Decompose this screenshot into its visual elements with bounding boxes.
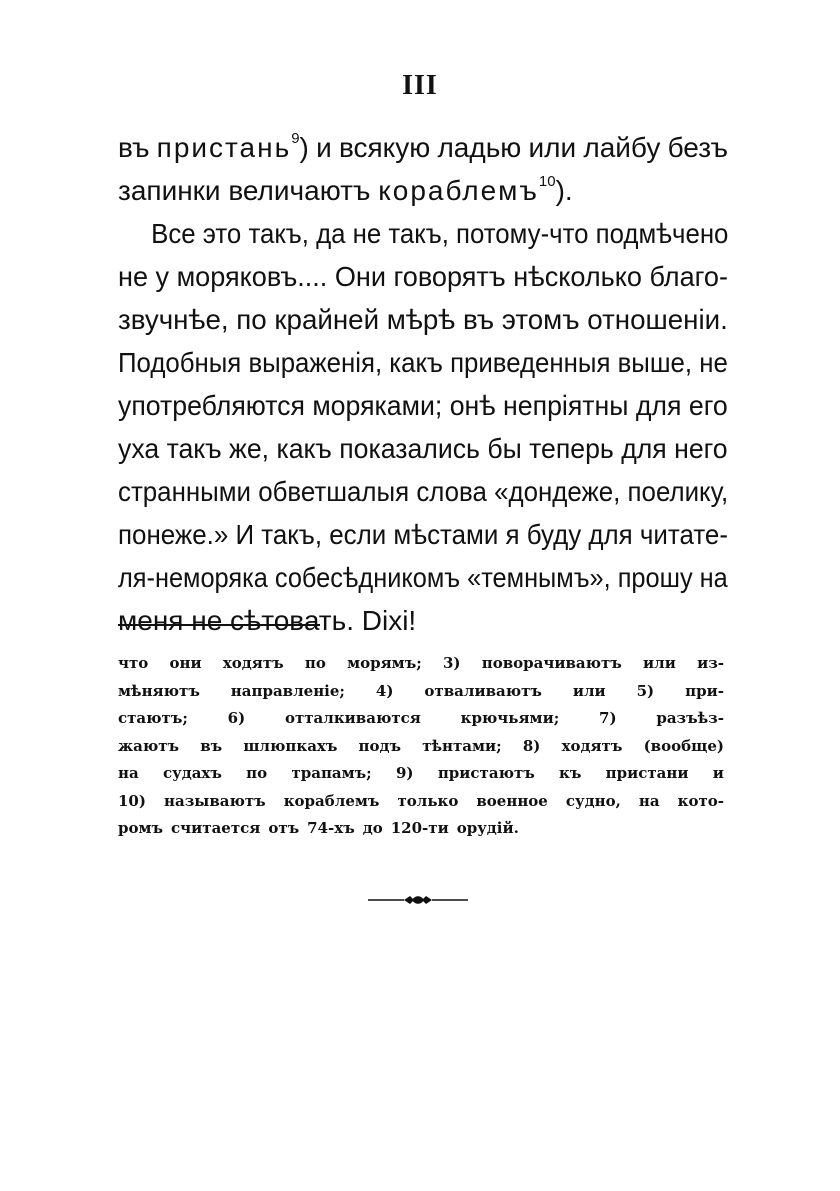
footnote-word: трапамъ; (291, 764, 372, 782)
footnote-word: военное (476, 791, 548, 810)
footnote-word: кораблемъ (283, 791, 380, 810)
text-line: Подобныя выраженія, какъ приведенныя выше, не (118, 347, 728, 378)
footnote-line (118, 705, 724, 733)
footnote-line (118, 650, 724, 678)
word: въ (118, 132, 150, 163)
text-line: Все это такъ, да не такъ, потому-что подмѣчено (151, 218, 729, 249)
footnote-divider (118, 624, 320, 626)
footnote-word: 5) (636, 681, 655, 700)
footnote-word: подъ (358, 736, 402, 755)
text-line: странными обветшалыя слова «дондеже, поелику, (118, 476, 729, 507)
footnote-word: что (118, 654, 149, 672)
footnote-word: ходятъ (222, 654, 284, 672)
main-text (118, 126, 728, 642)
footnote-word: въ (200, 736, 223, 755)
footnote-line (118, 788, 724, 816)
footnote-word: тѣнтами; (422, 736, 502, 755)
footnote-word: судахъ (162, 764, 222, 782)
text-line (118, 126, 728, 169)
footnotes (118, 650, 724, 843)
footnote-word: до (362, 819, 383, 837)
footnote-word: на (638, 791, 660, 810)
text-line: понеже.» И такъ, если мѣстами я буду для читате- (118, 519, 728, 550)
footnote-word: 10) (118, 791, 146, 810)
text-line: меня не сѣтовать. Dixi! (118, 605, 417, 636)
footnote-word: (вообще) (643, 736, 724, 755)
footnote-word: или (643, 654, 676, 672)
footnote-word: называютъ (164, 791, 266, 810)
footnote-word: орудій. (456, 819, 519, 837)
footnote-word: или (572, 681, 606, 700)
word: или (528, 132, 577, 163)
footnote-word: поворачиваютъ (481, 654, 622, 672)
footnote-word: мѣняютъ (118, 681, 200, 700)
footnote-word: 7) (599, 709, 617, 727)
footnote-word: отталкиваются (284, 709, 421, 727)
page-number: III (402, 70, 438, 101)
footnote-line (118, 760, 724, 788)
footnote-word: 6) (227, 709, 246, 727)
footnote-word: отваливаютъ (424, 681, 542, 700)
footnote-word: направленіе; (230, 681, 345, 700)
footnote-word: къ (559, 764, 582, 782)
footnote-line (118, 815, 724, 843)
word: всякую (338, 132, 431, 163)
text-line: не у моряковъ.... Они говорятъ нѣсколько благо- (118, 261, 728, 292)
word: безъ (667, 132, 728, 163)
footnote-word: пристани (605, 764, 689, 782)
footnote-word: по (246, 764, 268, 782)
footnote-line (118, 733, 724, 761)
footnote-word: 8) (522, 736, 541, 755)
footnote-word: разъѣз- (656, 709, 724, 727)
text-line: запинки величаютъ кораблемъ$^{10}$). (118, 173, 573, 206)
footnote-word: при- (685, 681, 724, 700)
footnote-ref: 9 (291, 130, 300, 147)
footnote-word: 9) (396, 764, 414, 782)
footnote-word: морямъ; (347, 654, 422, 672)
footnote-word: отъ (268, 819, 300, 837)
footnote-ref: 10 (538, 173, 556, 190)
footnote-word: по (304, 654, 326, 672)
footnote-word: кото- (677, 791, 724, 810)
footnote-word: только (397, 791, 459, 810)
footnote-word: судно, (565, 791, 621, 810)
footnote-word: ходятъ (561, 736, 623, 755)
footnote-word: 74-хъ (307, 819, 355, 837)
footnote-word: считается (171, 819, 261, 837)
footnote-word: на (118, 764, 139, 782)
footnote-line (118, 678, 724, 706)
text-line: ля-неморяка собесѣдникомъ «темнымъ», прошу на (118, 562, 728, 593)
text-line: звучнѣе, по крайней мѣрѣ въ этомъ отношеніи. (118, 304, 728, 335)
word: лайбу (583, 132, 661, 163)
footnote-word: пристаютъ (437, 764, 535, 782)
word: ладью (437, 132, 522, 163)
text-line: употребляются моряками; онѣ непріятны для его (118, 390, 728, 421)
footnote-word: ромъ (118, 819, 164, 837)
footnote-word: 3) (442, 654, 461, 672)
word: и (316, 132, 332, 163)
footnote-word: из- (697, 654, 724, 672)
text-line: уха такъ же, какъ показались бы теперь для него (118, 433, 728, 464)
ornament-divider-icon (368, 893, 468, 907)
footnote-word: жаютъ (118, 736, 180, 755)
footnote-word: крючьями; (460, 709, 560, 727)
footnote-word: 120-ти (390, 819, 449, 837)
footnote-word: они (169, 654, 202, 672)
footnote-word: 4) (375, 681, 394, 700)
footnote-word: и (712, 764, 724, 782)
word: пристань$^9$) (156, 130, 309, 163)
footnote-word: стаютъ; (118, 709, 188, 727)
footnote-word: шлюпкахъ (243, 736, 338, 755)
